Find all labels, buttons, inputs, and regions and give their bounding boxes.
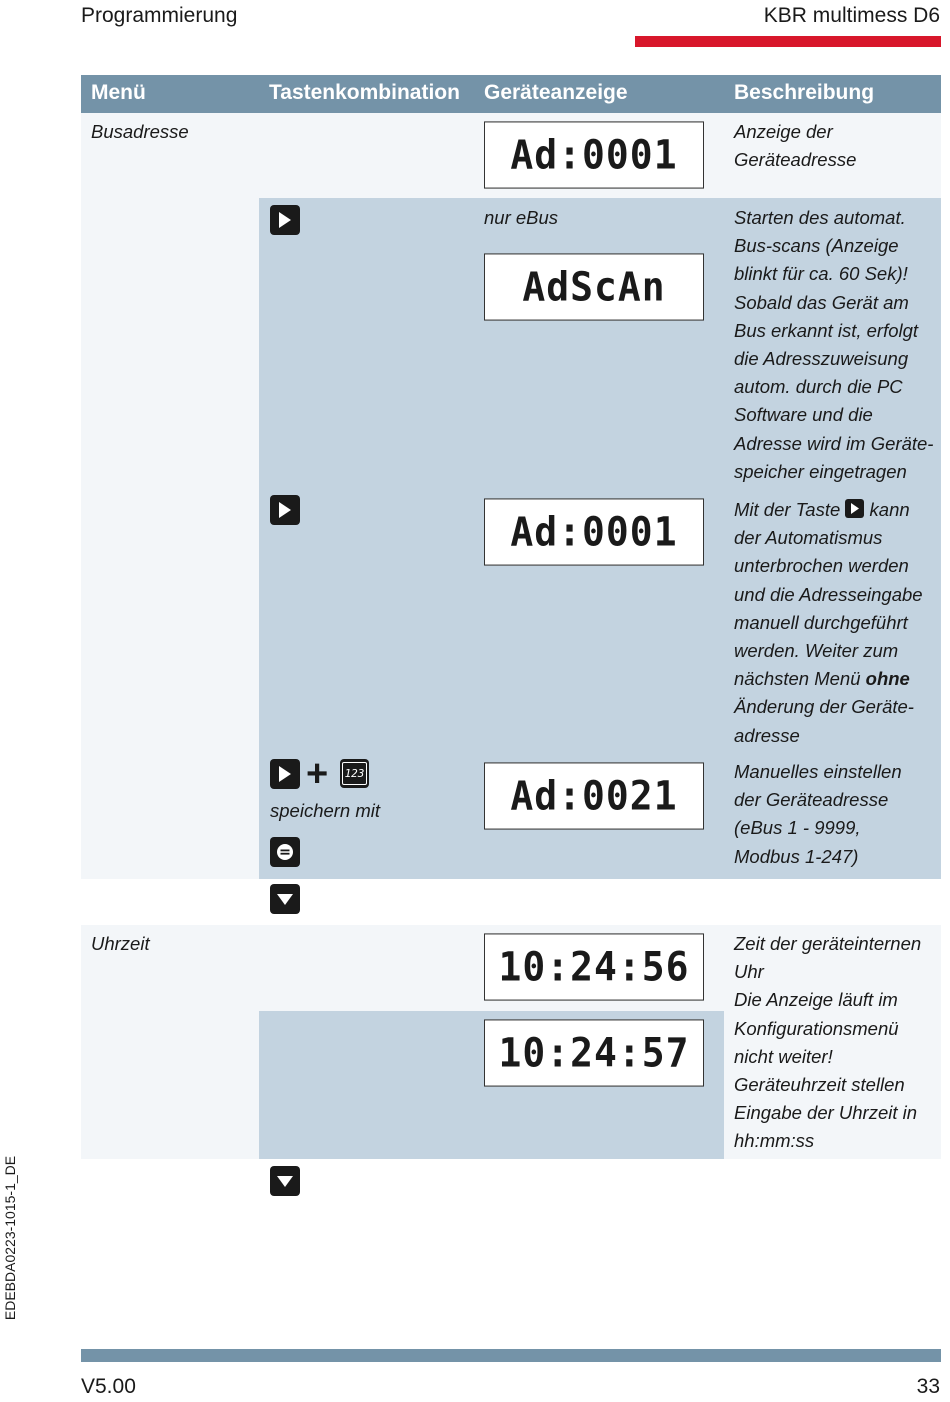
- device-display: Ad:0021: [484, 762, 704, 829]
- play-right-icon: [845, 499, 864, 518]
- menu-busadresse: Busadresse: [91, 121, 189, 142]
- col-keys: Tastenkombination: [269, 81, 460, 104]
- product-title: KBR multimess D6: [763, 4, 940, 27]
- plus-sign: +: [306, 753, 329, 795]
- numeric-key-icon[interactable]: 123: [340, 759, 369, 788]
- device-display: Ad:0001: [484, 121, 704, 188]
- play-right-icon[interactable]: [270, 205, 300, 235]
- play-right-icon[interactable]: [270, 759, 300, 789]
- accent-bar: [635, 36, 941, 47]
- enter-icon[interactable]: [270, 837, 300, 867]
- arrow-down-icon[interactable]: [270, 1166, 300, 1196]
- col-display: Geräteanzeige: [484, 81, 628, 104]
- play-right-icon[interactable]: [270, 495, 300, 525]
- description: Mit der Taste kann der Automatismus unterbrochen werden und die Adresseingabe manuell durchgeführt werden. Weiter zum nächsten Menü ohne Änderung der Geräte- adresse: [734, 499, 923, 746]
- description: Manuelles einstellen der Geräteadresse (eBus 1 - 9999, Modbus 1-247): [734, 761, 902, 867]
- arrow-down-icon[interactable]: [270, 884, 300, 914]
- description: Zeit der geräteinternen Uhr Die Anzeige läuft im Konfigurationsmenü nicht weiter! Geräteuhrzeit stellen Eingabe der Uhrzeit in hh:mm:ss: [734, 933, 922, 1152]
- footer-bar: [81, 1349, 941, 1362]
- col-description: Beschreibung: [734, 81, 875, 104]
- table-header: [81, 75, 941, 113]
- description: Anzeige der Geräteadresse: [734, 121, 857, 171]
- device-display: Ad:0001: [484, 498, 704, 565]
- device-display: AdScAn: [484, 253, 704, 320]
- version: V5.00: [81, 1375, 136, 1398]
- document-code: EDEBDA0223-1015-1_DE: [2, 1155, 18, 1321]
- page-number: 33: [916, 1375, 940, 1398]
- section-title: Programmierung: [81, 4, 238, 27]
- menu-column-bg: [81, 198, 259, 879]
- save-label: speichern mit: [270, 800, 381, 821]
- description: Starten des automat. Bus-scans (Anzeige blinkt für ca. 60 Sek)! Sobald das Gerät am Bus erkannt ist, erfolgt die Adresszuweisung autom. durch die PC Software und die Adresse wird im Geräte- speicher eingetragen: [734, 207, 934, 482]
- note-ebus: nur eBus: [484, 207, 559, 228]
- uhrzeit-menu-bg: [81, 1011, 259, 1159]
- menu-uhrzeit: Uhrzeit: [91, 933, 150, 954]
- device-display: 10:24:57: [484, 1019, 704, 1086]
- device-display: 10:24:56: [484, 933, 704, 1000]
- col-menu: Menü: [91, 81, 146, 104]
